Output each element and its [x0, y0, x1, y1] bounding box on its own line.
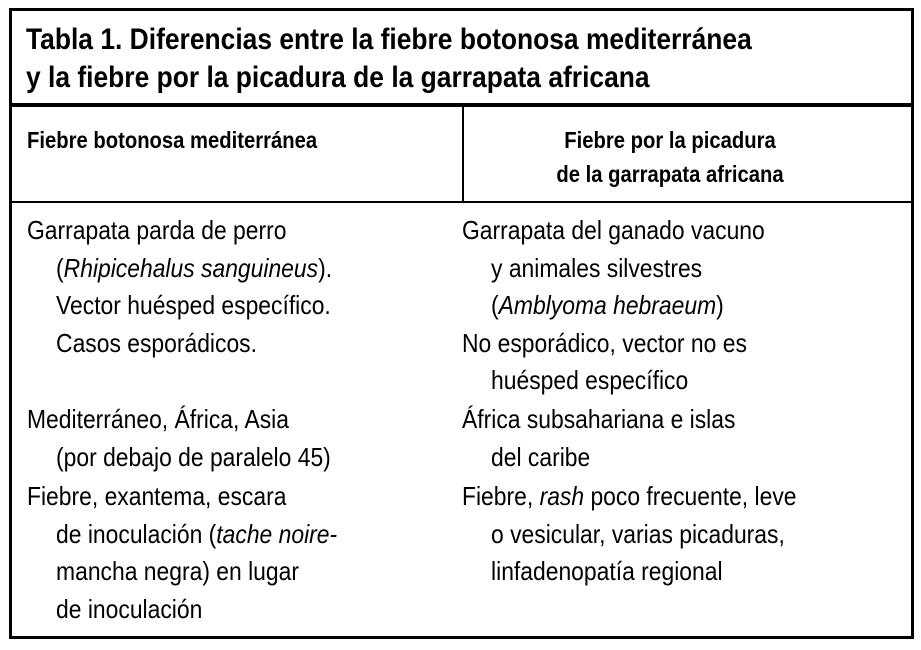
comparison-table — [9, 8, 914, 639]
row-3-right-line: o vesicular, varias picaduras, — [491, 518, 785, 549]
row-2-left-line: (por debajo de paralelo 45) — [56, 441, 331, 472]
row-1-right-line: No esporádico, vector no es — [462, 327, 747, 358]
header-column-divider — [462, 107, 464, 202]
row-2-left-cell — [27, 401, 331, 476]
row-3-right-line: Fiebre, rash poco frecuente, leve — [462, 481, 797, 511]
table-title-line-1: Tabla 1. Diferencias entre la fiebre botonosa mediterránea — [26, 23, 752, 56]
row-1-right-line: (Amblyoma hebraeum) — [491, 290, 724, 320]
row-3-left-line: de inoculación (tache noire- — [56, 518, 338, 549]
table-title-line-2: y la fiebre por la picadura de la garrapata africana — [26, 61, 650, 94]
row-1-left-line: Garrapata parda de perro — [27, 215, 287, 245]
header-divider — [12, 201, 911, 203]
column-header-right-line-2: de la garrapata africana — [556, 161, 784, 187]
row-2-right-line: del caribe — [491, 441, 591, 472]
row-2-left-line: Mediterráneo, África, Asia — [27, 404, 289, 434]
column-header-right-line-1: Fiebre por la picadura — [564, 127, 776, 153]
row-3-left-cell — [27, 478, 337, 628]
species-name: Amblyoma hebraeum — [498, 290, 717, 320]
table-title — [26, 21, 783, 97]
row-1-left-cell — [27, 212, 332, 362]
row-1-right-cell — [462, 212, 765, 400]
column-header-left: Fiebre botonosa mediterránea — [27, 127, 318, 153]
row-3-right-cell — [462, 478, 797, 591]
row-1-left-line: Vector huésped específico. — [56, 290, 331, 320]
row-1-right-line: huésped específico — [491, 365, 689, 395]
row-1-right-line: y animales silvestres — [491, 252, 703, 283]
row-2-right-cell — [462, 401, 735, 476]
row-2-right-line: África subsahariana e islas — [462, 404, 736, 434]
row-3-left-line: Fiebre, exantema, escara — [27, 481, 287, 511]
term-italic: rash — [539, 481, 585, 511]
row-3-right-line: linfadenopatía regional — [491, 556, 723, 586]
term-italic: tache noire- — [216, 518, 338, 549]
row-3-left-line: de inoculación — [56, 593, 203, 624]
row-1-right-line: Garrapata del ganado vacuno — [462, 215, 765, 245]
row-3-left-line: mancha negra) en lugar — [56, 556, 299, 586]
column-header-right — [507, 123, 833, 191]
row-1-left-line: (Rhipicehalus sanguineus). — [56, 252, 333, 283]
row-1-left-line: Casos esporádicos. — [56, 327, 257, 358]
species-name: Rhipicehalus sanguineus — [63, 252, 319, 283]
